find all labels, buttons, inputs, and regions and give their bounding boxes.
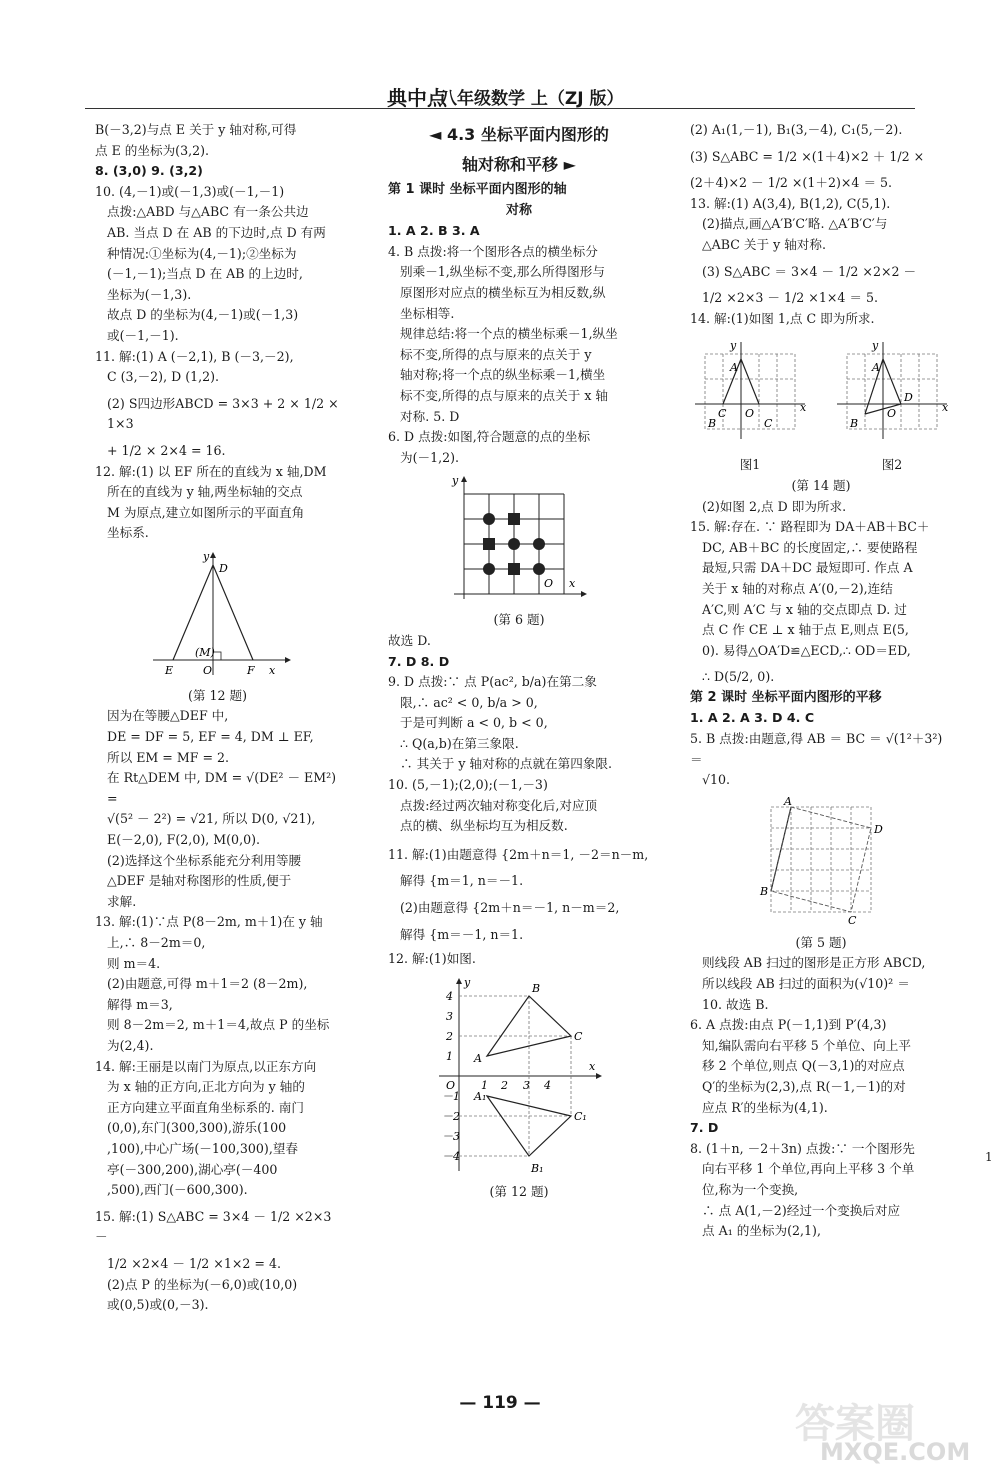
lesson-heading-cont: 对称	[505, 202, 532, 218]
figure-caption: (第 6 题)	[493, 612, 545, 628]
svg-text:O: O	[745, 407, 755, 421]
svg-text:(M): (M)	[194, 645, 215, 659]
text-line: (2)由题意得 {2m＋n＝－1, n－m＝2,	[400, 900, 620, 916]
figure-caption: (第 14 题)	[791, 477, 851, 493]
svg-text:x: x	[800, 401, 807, 415]
text-line: 解得 {m＝－1, n＝1.	[400, 926, 524, 942]
answer-line: 10. (4,－1)或(－1,3)或(－1,－1)	[95, 183, 285, 199]
section-title-cont: 轴对称和平移 ►	[462, 155, 576, 174]
svg-text:A: A	[730, 361, 738, 375]
svg-text:y: y	[464, 975, 471, 989]
text-line: 最短,只需 DA＋DC 最短即可. 作点 A	[702, 560, 913, 576]
svg-text:B: B	[850, 417, 859, 431]
figure-label: 图2	[881, 457, 903, 473]
text-line: AB. 当点 D 在 AB 的下边时,点 D 有两	[107, 224, 326, 240]
text-line: 解得 {m＝1, n＝－1.	[400, 873, 524, 889]
text-line: 为(－1,2).	[400, 449, 460, 465]
text-line: ,500),西门(－600,300).	[107, 1182, 248, 1198]
figure-q14-1	[690, 333, 810, 476]
svg-text:O: O	[887, 407, 897, 421]
text-line: 坐标为(－1,3).	[107, 286, 192, 302]
answer-line: 7. D	[690, 1120, 719, 1136]
figure-q12-coordinate	[434, 976, 604, 1176]
text-line: 亭(－300,200),湖心亭(－400	[107, 1161, 278, 1177]
formula-line: 1/2 ×2×4 － 1/2 ×1×2 = 4.	[107, 1255, 281, 1271]
svg-text:x: x	[268, 663, 275, 677]
text-line: 标不变,所得的点与原来的点关于 x 轴	[400, 387, 609, 403]
answer-line: 8. (3,0) 9. (3,2)	[95, 163, 203, 179]
text-line: 在 Rt△DEM 中, DM = √(DE² － EM²) =	[107, 770, 337, 806]
figure-caption: (第 12 题)	[489, 1183, 549, 1199]
text-line: 则 m＝4.	[107, 955, 161, 971]
answer-line: 11. 解:(1) A (－2,1), B (－3,－2),	[95, 348, 294, 364]
svg-text:4: 4	[544, 1078, 551, 1092]
svg-text:x: x	[589, 1059, 596, 1073]
svg-text:2: 2	[446, 1029, 453, 1043]
formula-line: (3) S△ABC ＝ 3×4 － 1/2 ×2×2 －	[702, 263, 917, 279]
text-line: 位,称为一个变换,	[702, 1181, 799, 1197]
text-line: 移 2 个单位,则点 Q(－3,1)的对应点	[702, 1058, 905, 1074]
text-line: 10. 故选 B.	[702, 996, 769, 1012]
text-line: 知,编队需向右平移 5 个单位、向上平	[702, 1037, 911, 1053]
text-line: 或(－1,－1).	[107, 327, 179, 343]
answer-line: 14. 解:(1)如图 1,点 C 即为所求.	[690, 310, 875, 326]
svg-text:A: A	[474, 1051, 482, 1065]
svg-text:B₁: B₁	[531, 1161, 544, 1175]
text-line: ∴ 其关于 y 轴对称的点就在第四象限.	[400, 756, 613, 772]
rule-summary: 规律总结:将一个点的横坐标乘－1,纵坐	[400, 326, 618, 342]
answer-line: 8. (1＋n, －2＋3n) 点拨:∵ 一个图形先	[690, 1140, 915, 1156]
text-line: C (3,－2), D (1,2).	[107, 369, 220, 385]
svg-text:3: 3	[446, 1009, 453, 1023]
text-line: 0). 易得△OA′D≌△ECD,∴ OD＝ED,	[702, 642, 911, 658]
text-line: 应点 R′的坐标为(4,1).	[702, 1099, 828, 1115]
answer-line: 14. 解:王丽是以南门为原点,以正东方向	[95, 1058, 317, 1074]
text-line: DE = DF = 5, EF = 4, DM ⊥ EF,	[107, 729, 314, 745]
text-line: 求解.	[107, 893, 137, 909]
hint-line: 点拨:△ABD 与△ABC 有一条公共边	[107, 204, 309, 220]
text-line: 标不变,所得的点与原来的点关于 y	[400, 346, 592, 362]
text-line: 向右平移 1 个单位,再向上平移 3 个单	[702, 1161, 915, 1177]
text-line: (2)选择这个坐标系能充分利用等腰	[107, 852, 302, 868]
figure-q6-grid	[449, 474, 589, 604]
svg-text:C: C	[848, 913, 857, 927]
answer-line: 4. B 点拨:将一个图形各点的横坐标分	[388, 243, 598, 259]
edge-mark: 1	[985, 1150, 993, 1164]
svg-text:B: B	[760, 884, 769, 898]
text-line: DC, AB＋BC 的长度固定,∴ 要使路程	[702, 539, 918, 555]
figure-q14-grid-1	[690, 339, 810, 449]
text-line: 点的横、纵坐标均互为相反数.	[400, 818, 568, 834]
text-line: 关于 x 轴的对称点 A′(0,－2),连结	[702, 580, 893, 596]
svg-text:－3: －3	[442, 1129, 460, 1143]
svg-text:B: B	[708, 417, 717, 431]
svg-text:－2: －2	[442, 1109, 460, 1123]
column-left	[95, 120, 340, 1316]
text-line: △ABC 关于 y 轴对称.	[702, 236, 827, 252]
text-line: ∴ 点 A(1,－2)经过一个变换后对应	[702, 1202, 901, 1218]
text-line: 或(0,5)或(0,－3).	[107, 1297, 209, 1313]
svg-text:B: B	[532, 981, 541, 995]
hint-line: 点拨:经过两次轴对称变化后,对应顶	[400, 797, 598, 813]
text-line: 原图形对应点的横坐标互为相反数,纵	[400, 284, 606, 300]
figure-q14-row	[690, 333, 952, 476]
svg-text:－1: －1	[442, 1089, 460, 1103]
formula-line: 1/2 ×2×3 － 1/2 ×1×4 ＝ 5.	[702, 290, 879, 306]
svg-text:A₁: A₁	[474, 1089, 487, 1103]
svg-text:y: y	[202, 549, 209, 563]
answer-line: 15. 解:(1) S△ABC = 3×4 － 1/2 ×2×3－	[95, 1208, 332, 1245]
answer-line: 15. 解:存在. ∵ 路程即为 DA＋AB＋BC＋	[690, 519, 930, 535]
column-right	[690, 120, 952, 1242]
svg-text:D: D	[218, 561, 228, 575]
svg-text:y: y	[872, 339, 879, 353]
answer-line: 10. (5,－1);(2,0);(－1,－3)	[388, 777, 548, 793]
text-line: 点 A₁ 的坐标为(2,1),	[702, 1223, 821, 1239]
svg-text:4: 4	[446, 989, 453, 1003]
text-line: (2) A₁(1,－1), B₁(3,－4), C₁(5,－2).	[690, 122, 903, 137]
text-line: √10.	[702, 772, 731, 788]
text-line: 坐标系.	[107, 525, 149, 541]
text-line: 轴对称;将一个点的纵坐标乘－1,横坐	[400, 367, 606, 383]
figure-q5-square	[756, 797, 886, 927]
formula-line: (3) S△ABC = 1/2 ×(1＋4)×2 ＋ 1/2 ×	[690, 148, 925, 164]
formula-line: ∴ D(5/2, 0).	[702, 669, 775, 685]
lesson-heading: 第 1 课时 坐标平面内图形的轴	[388, 182, 567, 197]
lesson-heading: 第 2 课时 坐标平面内图形的平移	[690, 689, 882, 705]
answer-line: 11. 解:(1)由题意得 {2m＋n＝1, －2＝n－m,	[388, 846, 649, 862]
text-line: M 为原点,建立如图所示的平面直角	[107, 504, 305, 520]
text-line: 于是可判断 a < 0, b < 0,	[400, 715, 548, 731]
column-middle	[388, 120, 650, 1202]
svg-text:O: O	[446, 1078, 456, 1092]
text-line: 点 E 的坐标为(3,2).	[95, 142, 210, 158]
svg-text:3: 3	[523, 1078, 530, 1092]
text-line: 上,∴ 8－2m＝0,	[107, 935, 206, 950]
formula-line: (2) S四边形ABCD = 3×3 + 2 × 1/2 × 1×3	[107, 395, 339, 432]
svg-text:x: x	[569, 577, 576, 591]
watermark-url: MXQE.COM	[820, 1438, 971, 1466]
svg-text:O: O	[544, 577, 554, 591]
text-line: (2)点 P 的坐标为(－6,0)或(10,0)	[107, 1276, 298, 1292]
book-title: 八年级数学 上（ZJ 版）	[440, 89, 624, 109]
answer-line: 12. 解:(1) 以 EF 所在的直线为 x 轴,DM	[95, 463, 327, 479]
figure-label: 图1	[739, 457, 761, 473]
svg-text:x: x	[942, 401, 949, 415]
answer-line: 13. 解:(1)∵点 P(8－2m, m＋1)在 y 轴	[95, 914, 323, 930]
svg-text:1: 1	[481, 1078, 488, 1092]
answer-line: 1. A 2. A 3. D 4. C	[690, 710, 815, 726]
text-line: 因为在等腰△DEF 中,	[107, 708, 229, 724]
text-line: 别乘－1,纵坐标不变,那么所得图形与	[400, 264, 605, 280]
section-title: ◄ 4.3 坐标平面内图形的	[429, 125, 609, 144]
svg-text:F: F	[246, 663, 255, 677]
text-line: B(－3,2)与点 E 关于 y 轴对称,可得	[95, 122, 297, 137]
text-line: 故选 D.	[388, 632, 431, 648]
figure-caption: (第 5 题)	[795, 934, 847, 950]
brand-logo: 典中点	[387, 86, 447, 110]
text-line: △DEF 是轴对称图形的性质,便于	[107, 873, 292, 889]
svg-text:A: A	[872, 361, 880, 375]
watermark-logo: 答案圈	[795, 1401, 915, 1447]
svg-text:C: C	[718, 407, 727, 421]
text-line: 所在的直线为 y 轴,两坐标轴的交点	[107, 484, 303, 500]
answer-line: 1. A 2. B 3. A	[388, 223, 480, 239]
svg-text:E: E	[164, 663, 173, 677]
text-line: 所以线段 AB 扫过的面积为(√10)² ＝	[702, 976, 910, 992]
answer-line: 5. B 点拨:由题意,得 AB ＝ BC ＝ √(1²＋3²) ＝	[690, 731, 943, 767]
formula-line: + 1/2 × 2×4 = 16.	[107, 442, 226, 458]
svg-text:1: 1	[446, 1049, 453, 1063]
svg-text:2: 2	[501, 1078, 508, 1092]
svg-text:y: y	[452, 474, 459, 488]
page-header	[85, 78, 915, 109]
text-line: 坐标相等.	[400, 305, 455, 321]
answer-line: 7. D 8. D	[388, 653, 450, 669]
answer-line: 6. D 点拨:如图,符合题意的点的坐标	[388, 429, 591, 445]
formula-line: (2＋4)×2 － 1/2 ×(1＋2)×4 ＝ 5.	[690, 175, 893, 191]
answer-line: 9. D 点拨:∵ 点 P(ac², b/a)在第二象	[388, 674, 597, 690]
text-line: 所以 EM = MF = 2.	[107, 749, 230, 765]
text-line: 点 C 作 CE ⊥ x 轴于点 E,则点 E(5,	[702, 622, 909, 638]
figure-q12-triangle	[143, 550, 293, 680]
answer-line: 6. A 点拨:由点 P(－1,1)到 P′(4,3)	[690, 1017, 887, 1033]
text-line: ∴ Q(a,b)在第三象限.	[400, 735, 519, 751]
text-line: 限,∴ ac² < 0, b/a > 0,	[400, 694, 538, 710]
text-line: 对称. 5. D	[400, 408, 460, 424]
figure-caption: (第 12 题)	[187, 687, 248, 703]
answer-line: 12. 解:(1)如图.	[388, 951, 476, 967]
text-line: 正方向建立平面直角坐标系的. 南门	[107, 1099, 304, 1115]
svg-text:D: D	[874, 822, 883, 836]
svg-text:D: D	[904, 391, 913, 405]
text-line: (2)描点,画△A′B′C′略. △A′B′C′与	[702, 216, 888, 232]
text-line: √(5² － 2²) = √21, 所以 D(0, √21),	[107, 811, 316, 827]
text-line: 种情况:①坐标为(4,－1);②坐标为	[107, 245, 297, 261]
svg-text:－4: －4	[442, 1149, 460, 1163]
text-line: 为 x 轴的正方向,正北方向为 y 轴的	[107, 1079, 305, 1095]
text-line: (2)如图 2,点 D 即为所求.	[702, 498, 847, 514]
text-line: E(－2,0), F(2,0), M(0,0).	[107, 832, 261, 848]
text-line: (2)由题意,可得 m＋1＝2 (8－2m),	[107, 976, 308, 992]
svg-text:C: C	[764, 417, 773, 431]
svg-text:O: O	[202, 663, 212, 677]
figure-q14-grid-2	[832, 339, 952, 449]
text-line: 故点 D 的坐标为(4,－1)或(－1,3)	[107, 307, 299, 323]
text-line: 解得 m＝3,	[107, 996, 173, 1012]
text-line: A′C,则 A′C 与 x 轴的交点即点 D. 过	[702, 601, 907, 617]
answer-line: 13. 解:(1) A(3,4), B(1,2), C(5,1).	[690, 195, 891, 211]
svg-text:A: A	[784, 796, 792, 808]
text-line: ,100),中心广场(－100,300),望春	[107, 1140, 299, 1156]
text-line: 为(2,4).	[107, 1037, 154, 1053]
text-line: (－1,－1);当点 D 在 AB 的上边时,	[107, 266, 303, 282]
page-number: — 119 —	[459, 1393, 541, 1413]
text-line: 则线段 AB 扫过的图形是正方形 ABCD,	[702, 955, 926, 971]
svg-text:C: C	[574, 1029, 583, 1043]
svg-text:C₁: C₁	[574, 1109, 587, 1123]
figure-q14-2	[832, 333, 952, 476]
text-line: 则 8－2m＝2, m＋1＝4,故点 P 的坐标	[107, 1017, 330, 1033]
text-line: Q′的坐标为(2,3),点 R(－1,－1)的对	[702, 1079, 906, 1094]
svg-text:y: y	[730, 339, 737, 353]
text-line: (0,0),东门(300,300),游乐(100	[107, 1120, 287, 1136]
